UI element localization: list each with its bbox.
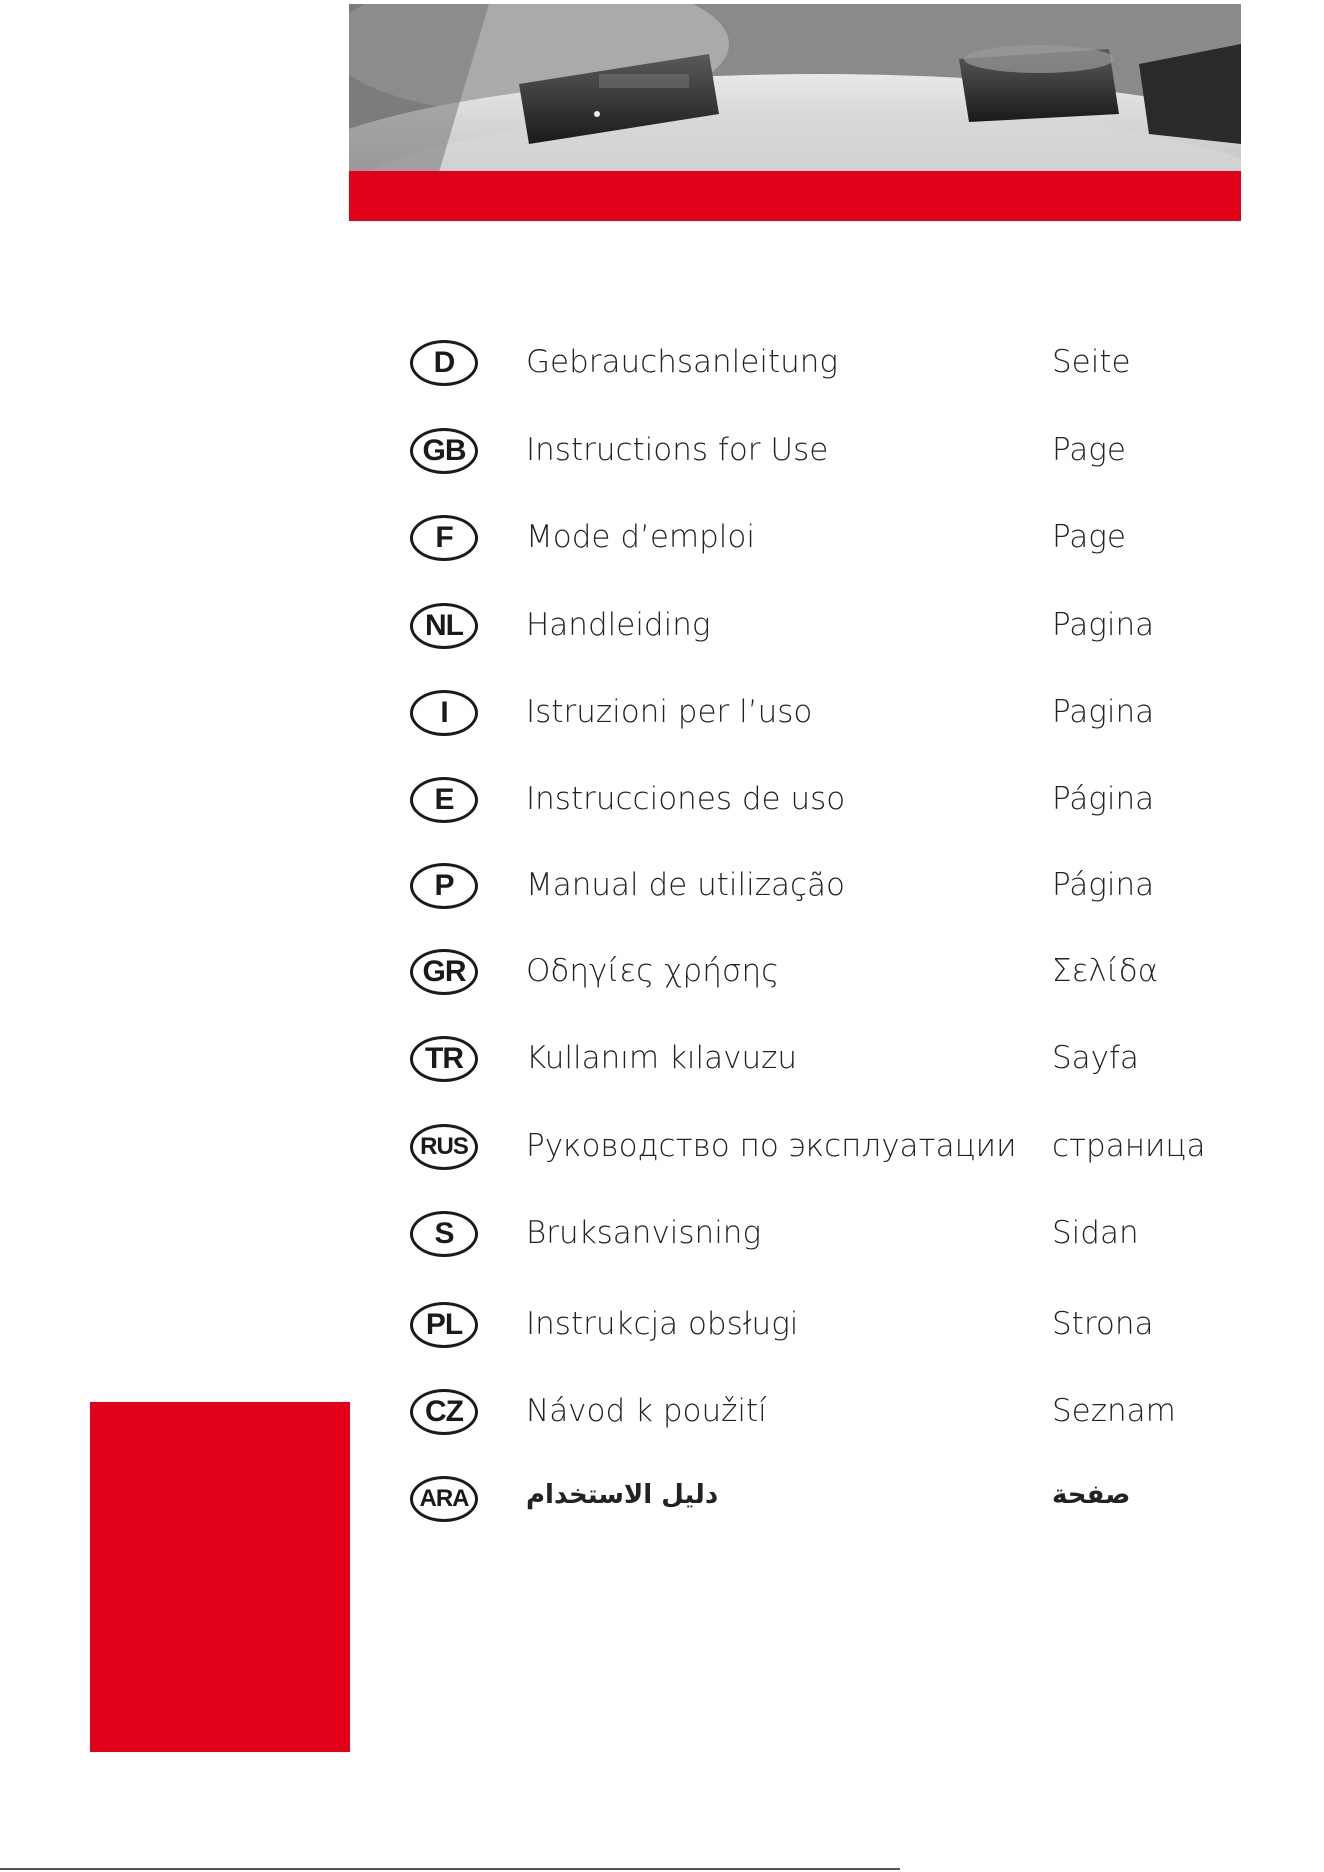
manual-title: Gebrauchsanleitung: [526, 344, 838, 380]
page-word: Sayfa: [1052, 1040, 1139, 1076]
page-word: Strona: [1052, 1306, 1154, 1342]
page-word: صفحة: [1052, 1480, 1131, 1510]
toc-row-e: [0, 777, 1324, 857]
manual-title: Bruksanvisning: [526, 1215, 762, 1251]
manual-title: Instructions for Use: [526, 432, 829, 468]
language-code-badge: ARA: [410, 1476, 478, 1522]
page-word: страница: [1052, 1128, 1206, 1164]
manual-title: Instrukcja obsługi: [526, 1306, 799, 1342]
manual-title: Οδηγίες χρήσης: [526, 953, 780, 989]
page-word: Página: [1052, 867, 1155, 903]
manual-title: Manual de utilização: [526, 867, 846, 903]
language-code-badge: I: [410, 690, 478, 736]
manual-title: Kullanım kılavuzu: [526, 1040, 798, 1076]
page-word: Pagina: [1052, 694, 1155, 730]
language-code-badge: RUS: [410, 1124, 478, 1170]
language-code-badge: PL: [410, 1302, 478, 1348]
toc-row-cz: [0, 1389, 1324, 1469]
page-word: Seite: [1052, 344, 1131, 380]
language-code-badge: NL: [410, 603, 478, 649]
manual-title: Návod k použití: [526, 1393, 767, 1429]
toc-row-p: [0, 863, 1324, 943]
language-code-badge: GB: [410, 428, 478, 474]
toc-row-gb: [0, 428, 1324, 508]
page-word: Page: [1052, 432, 1126, 468]
language-code-badge: TR: [410, 1036, 478, 1082]
bottom-divider: [0, 1868, 900, 1870]
page-word: Sidan: [1052, 1215, 1139, 1251]
manual-title: Handleiding: [526, 607, 711, 643]
language-code-badge: F: [410, 515, 478, 561]
toc-row-nl: [0, 603, 1324, 683]
toc-row-i: [0, 690, 1324, 770]
language-code-badge: GR: [410, 949, 478, 995]
language-code-badge: S: [410, 1211, 478, 1257]
page-word: Page: [1052, 519, 1126, 555]
page-word: Página: [1052, 781, 1155, 817]
page-word: Pagina: [1052, 607, 1155, 643]
toc-row-ara: [0, 1476, 1324, 1556]
manual-title: دليل الاستخدام: [526, 1480, 719, 1510]
toc-row-rus: [0, 1124, 1324, 1204]
page-word: Σελίδα: [1052, 953, 1159, 989]
toc-row-tr: [0, 1036, 1324, 1116]
toc-row-s: [0, 1211, 1324, 1291]
toc-row-gr: [0, 949, 1324, 1029]
language-code-badge: P: [410, 863, 478, 909]
toc-row-f: [0, 515, 1324, 595]
manual-title: Mode d’emploi: [526, 519, 755, 555]
toc-row-pl: [0, 1302, 1324, 1382]
manual-title: Руководство по эксплуатации: [526, 1128, 1017, 1164]
page-word: Seznam: [1052, 1393, 1176, 1429]
language-code-badge: CZ: [410, 1389, 478, 1435]
language-code-badge: D: [410, 340, 478, 386]
manual-title: Istruzioni per l’uso: [526, 694, 813, 730]
header-photo: [349, 4, 1241, 172]
language-code-badge: E: [410, 777, 478, 823]
toc-row-d: [0, 340, 1324, 420]
header-red-band: [349, 171, 1241, 221]
pressure-cooker-lid-image: [349, 4, 1241, 172]
manual-title: Instrucciones de uso: [526, 781, 846, 817]
